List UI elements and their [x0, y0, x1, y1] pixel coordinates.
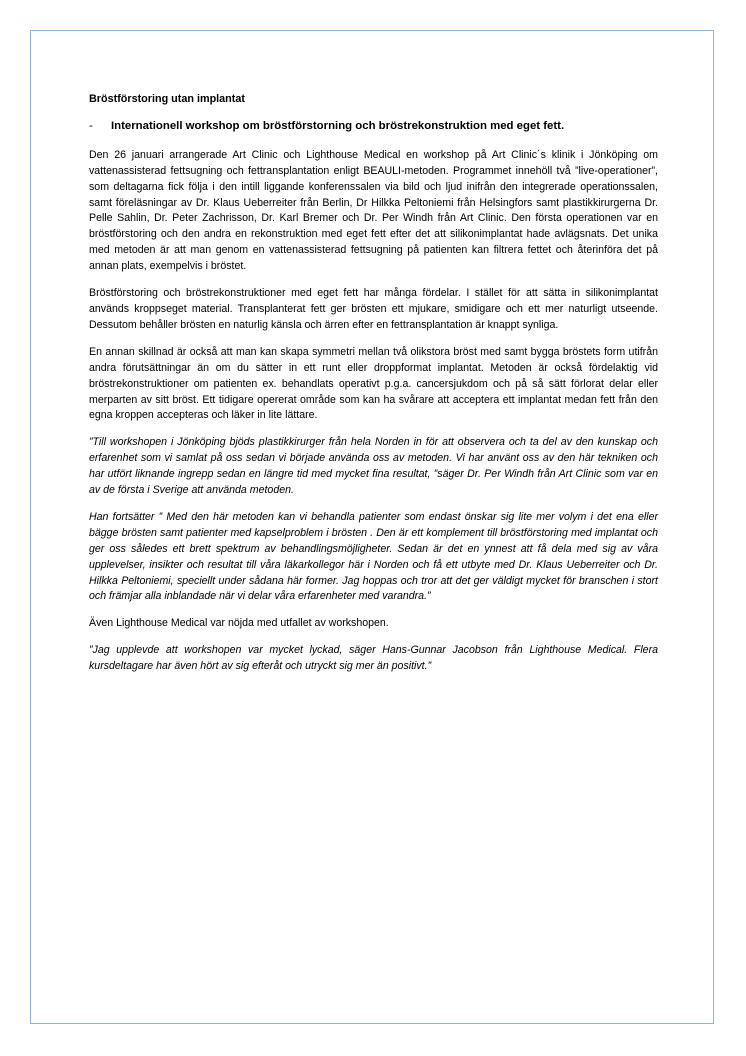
- quote-per-windh: ”Till workshopen i Jönköping bjöds plastikkirurger från hela Norden in för att observera och ta del av den kunskap och erfarenhet som vi samlat på oss sedan vi började använda oss av metoden. Vi har använt oss av den här tekniken och har utfört liknande ingrepp sedan en längre tid med mycket fina resultat, ”säger Dr. Per Windh från Art Clinic som var en av de första i Sverige att använda metoden.: [89, 436, 658, 497]
- subtitle-bullet: -: [89, 119, 93, 132]
- document-title: Bröstförstoring utan implantat: [89, 93, 245, 105]
- document-body: [89, 92, 658, 686]
- paragraph-difference: En annan skillnad är också att man kan skapa symmetri mellan två olikstora bröst med samt bygga bröstets form utifrån andra förutsättningar än om du sätter in ett runt eller droppformat implantat. Metoden är också fördelaktig vid bröstrekonstruktioner om patienten ex. behandlats operativt p.g.a. cancersjukdom och på så sätt förlorat delar eller merparten av sitt bröst. Ett tidigare opererat område som kan ha svårare att acceptera ett implantat medan fett från den egna kroppen accepteras och läker in lite lättare.: [89, 345, 658, 422]
- document-subtitle: [89, 119, 658, 135]
- paragraph-intro: Den 26 januari arrangerade Art Clinic och Lighthouse Medical en workshop på Art Clinic´s klinik i Jönköping om vattenassisterad fettsugning och fettransplantation enligt BEAULI-metoden. Programmet innehöll två ”live-operationer”, som deltagarna fick följa i den intill liggande konferenssalen via bild och ljud inifrån den integrerade operationssalen, samt föreläsningar av Dr. Klaus Ueberreiter från Berlin, Dr Hilkka Peltoniemi från Helsingfors samt plastikkirurgerna Dr. Pelle Sahlin, Dr. Peter Zachrisson, Dr. Karl Bremer och Dr. Per Windh från Art Clinic. Den första operationen var en bröstförstoring och den andra en rekonstruktion med eget fett efter det att silikonimplantat hade avlägsnats. Det unika med metoden är att man genom en vattenassisterad fettsugning på patienten kan filtrera fettet och återinföra det på annan plats, exempelvis i bröstet.: [89, 148, 658, 273]
- subtitle-text: Internationell workshop om bröstförstorning och bröstrekonstruktion med eget fett.: [111, 119, 565, 132]
- closing-statement: Även Lighthouse Medical var nöjda med utfallet av workshopen.: [89, 617, 389, 630]
- quote-continuation: Han fortsätter ” Med den här metoden kan vi behandla patienter som endast önskar sig lite mer volym i det ena eller bägge brösten samt patienter med kapselproblem i brösten . Den är ett komplement till bröstförstoring med implantat och ger oss således ett brett spektrum av behandlingsmöjligheter. Sedan är det en ynnest att få dela med sig av våra upplevelser, insikter och resultat till våra läkarkollegor här i Norden och få ett utbyte med Dr. Klaus Ueberreiter och Dr. Hilkka Peltoniemi, speciellt under sådana här former. Jag hoppas och tror att det ger väldigt mycket för branschen i stort och främjar alla inblandade när vi delar våra erfarenheter med varandra.”: [89, 510, 658, 603]
- quote-hans-gunnar: ”Jag upplevde att workshopen var mycket lyckad, säger Hans-Gunnar Jacobson från Lighthouse Medical. Flera kursdeltagare har även hört av sig efteråt och utryckt sig mer än positivt.”: [89, 644, 658, 673]
- paragraph-advantages: Bröstförstoring och bröstrekonstruktioner med eget fett har många fördelar. I stället för att sätta in silikonimplantat används kroppseget material. Transplanterat fett ger brösten ett mjukare, smidigare och ett mer naturligt utseende. Dessutom behåller brösten en naturlig känsla och ärren efter en fettransplantation är knappt synliga.: [89, 287, 658, 331]
